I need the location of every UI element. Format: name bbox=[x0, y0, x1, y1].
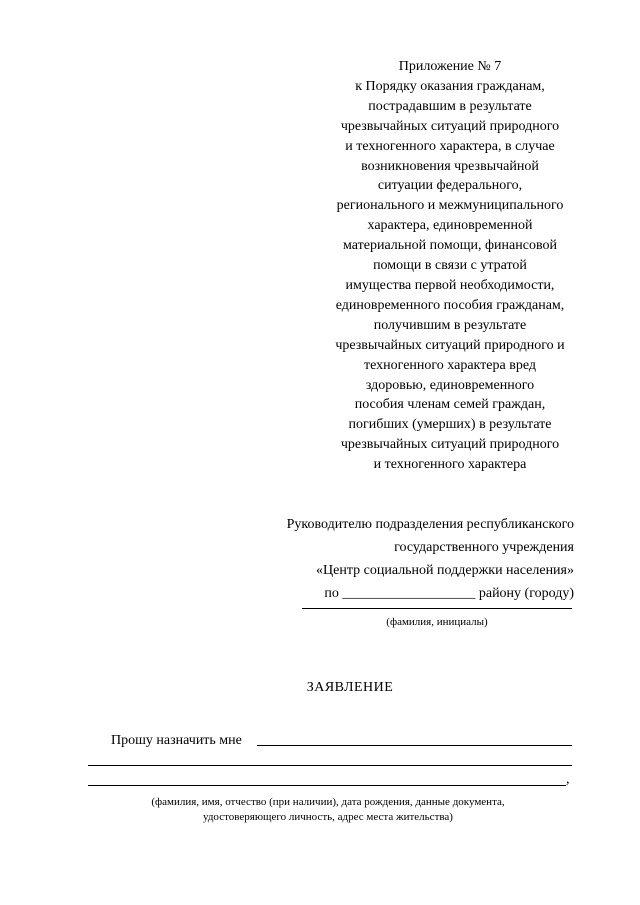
recipient-field-line-3[interactable] bbox=[88, 785, 566, 786]
appendix-line: ситуации федерального, bbox=[377, 178, 523, 194]
appendix-line: возникновения чрезвычайной bbox=[361, 158, 539, 174]
document-title: ЗАЯВЛЕНИЕ bbox=[306, 680, 394, 695]
appendix-line: регионального и межмуниципального bbox=[336, 198, 564, 214]
addressee-line: «Центр социальной поддержки населения» bbox=[316, 563, 574, 578]
appendix-line: получившим в результате bbox=[373, 317, 527, 333]
applicant-name-caption: (фамилия, инициалы) bbox=[386, 616, 488, 628]
appendix-line: техногенного характера вред bbox=[364, 357, 536, 373]
appendix-header bbox=[300, 57, 600, 475]
recipient-field-line-2[interactable] bbox=[88, 765, 572, 766]
trailing-comma: , bbox=[566, 772, 570, 787]
appendix-line: здоровью, единовременного bbox=[365, 377, 535, 393]
appendix-line: характера, единовременной bbox=[367, 218, 533, 234]
caption-line: (фамилия, имя, отчество (при наличии), дата рождения, данные документа, bbox=[151, 796, 505, 808]
appendix-line: чрезвычайных ситуаций природного bbox=[340, 437, 560, 453]
appendix-line: помощи в связи с утратой bbox=[373, 258, 527, 274]
appendix-line: материальной помощи, финансовой bbox=[343, 238, 557, 254]
appendix-line: чрезвычайных ситуаций природного bbox=[340, 118, 560, 134]
addressee-line: государственного учреждения bbox=[394, 540, 574, 555]
request-label: Прошу назначить мне bbox=[111, 733, 242, 748]
appendix-line: к Порядку оказания гражданам, bbox=[355, 78, 545, 94]
appendix-line: Приложение № 7 bbox=[398, 59, 502, 74]
appendix-line: единовременного пособия гражданам, bbox=[335, 297, 565, 313]
appendix-line: чрезвычайных ситуаций природного и bbox=[335, 337, 565, 353]
appendix-line: имущества первой необходимости, bbox=[345, 277, 555, 293]
addressee-line: Руководителю подразделения республиканского bbox=[286, 517, 574, 532]
recipient-field-line-1[interactable] bbox=[257, 745, 572, 746]
appendix-line: погибших (умерших) в результате bbox=[348, 417, 552, 433]
appendix-line: пособия членам семей граждан, bbox=[354, 397, 546, 413]
addressee-block bbox=[230, 513, 574, 605]
addressee-district-line[interactable]: по ___________________ району (городу) bbox=[324, 586, 574, 601]
appendix-line: пострадавшим в результате bbox=[368, 98, 532, 114]
appendix-line: и техногенного характера, в случае bbox=[345, 138, 555, 154]
recipient-field-caption bbox=[88, 795, 568, 824]
applicant-name-field[interactable] bbox=[302, 608, 572, 609]
appendix-line: и техногенного характера bbox=[373, 457, 527, 473]
caption-line: удостоверяющего личность, адрес места жительства) bbox=[203, 810, 453, 823]
